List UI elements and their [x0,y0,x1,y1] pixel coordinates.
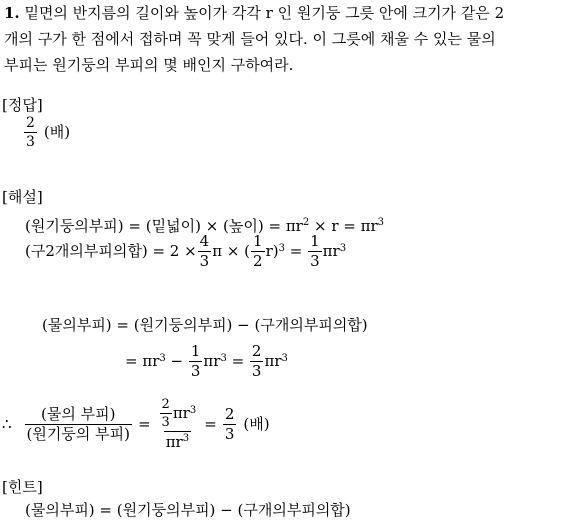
answer-value [23,116,70,149]
ratio2-num-exp: 3 [189,405,197,416]
eq2-eq: = [285,242,308,260]
eq4-exp1: 3 [159,353,166,364]
eq4-fraction-1 [189,344,203,379]
eq4-f1-num: 1 [190,342,201,360]
eq2-end: πr [322,242,340,260]
eq2-f2-num: 1 [253,232,263,250]
ratio-fraction-2 [157,398,199,450]
answer-denominator: 3 [26,134,35,150]
answer-header: [정답] [2,96,43,114]
equation-spheres-volume [25,234,346,269]
answer-numerator: 2 [26,115,35,131]
ratio2-num-tail: πr [172,404,190,422]
eq4-minus: − [165,352,188,370]
problem-line-2: 개의 구가 한 점에서 접하며 꼭 맞게 들어 있다. 이 그릇에 채울 수 있는 물의 [4,30,496,48]
answer-fraction [24,116,37,149]
eq2-f1-den: 3 [199,252,210,270]
equation-ratio [2,398,270,450]
eq2-mid: π × ( [212,242,251,260]
ratio-eq: = [137,414,151,433]
problem-number: 1. [4,4,20,22]
eq2-lhs: (구2개의부피의합) = 2 × [25,242,197,260]
therefore-symbol: ∴ [2,414,12,433]
ratio-num: (물의 부피) [41,404,116,423]
answer-unit: (배) [43,123,71,141]
ratio2-inner-den: 3 [161,415,170,430]
result-den: 3 [224,424,235,443]
ratio-den: (원기둥의 부피) [26,424,130,443]
eq4-start: = πr [125,352,160,370]
eq4-mid: πr [203,352,221,370]
ratio2-den [164,431,191,450]
problem-text-1: 밑면의 반지름의 길이와 높이가 각각 r 인 원기둥 그릇 안에 크기가 같은 2 [24,4,505,22]
ratio2-inner-num: 2 [161,397,170,412]
eq2-fraction-3 [308,234,322,269]
eq4-f1-den: 3 [190,362,201,380]
eq2-exp2: 3 [339,243,347,254]
eq1-mid: × r = πr [309,217,378,235]
eq1-exp2: 3 [377,217,385,228]
eq2-r: r) [265,242,279,260]
eq4-end: πr [264,352,282,370]
eq4-f2-num: 2 [251,342,262,360]
eq2-f1-num: 4 [199,232,210,250]
hint-header: [힌트] [2,478,43,496]
result-num: 2 [224,404,235,423]
eq2-f3-num: 1 [310,232,320,250]
eq4-f2-den: 3 [251,362,262,380]
eq1-lhs: (원기둥의부피) = (밑넓이) × (높이) = πr [25,217,303,235]
eq2-f2-den: 2 [253,252,263,270]
eq4-exp2: 3 [220,353,227,364]
result-fraction [223,404,237,443]
ratio2-num [157,398,199,431]
eq4-fraction-2 [250,344,264,379]
eq2-exp: 3 [278,243,285,254]
eq2-f3-den: 3 [310,252,320,270]
ratio2-den-exp: 3 [182,433,190,444]
eq4-eq: = [226,352,249,370]
eq2-fraction-1 [198,234,212,269]
ratio2-den-text: πr [165,433,183,451]
eq2-fraction-2 [251,234,265,269]
ratio2-inner-fraction [160,398,172,429]
equation-water-volume: (물의부피) = (원기둥의부피) − (구개의부피의합) [42,316,368,334]
hint-equation: (물의부피) = (원기둥의부피) − (구개의부피의합) [25,501,351,519]
eq1-exp: 2 [302,217,310,228]
problem-line-3: 부피는 원기둥의 부피의 몇 배인지 구하여라. [4,56,294,74]
problem-line-1 [4,6,504,21]
equation-water-volume-calc [125,344,288,379]
explanation-header: [해설] [2,188,43,206]
ratio-eq-2: = [204,414,217,433]
result-unit: (배) [243,414,270,433]
eq4-exp3: 3 [281,353,288,364]
ratio-fraction [25,404,132,443]
